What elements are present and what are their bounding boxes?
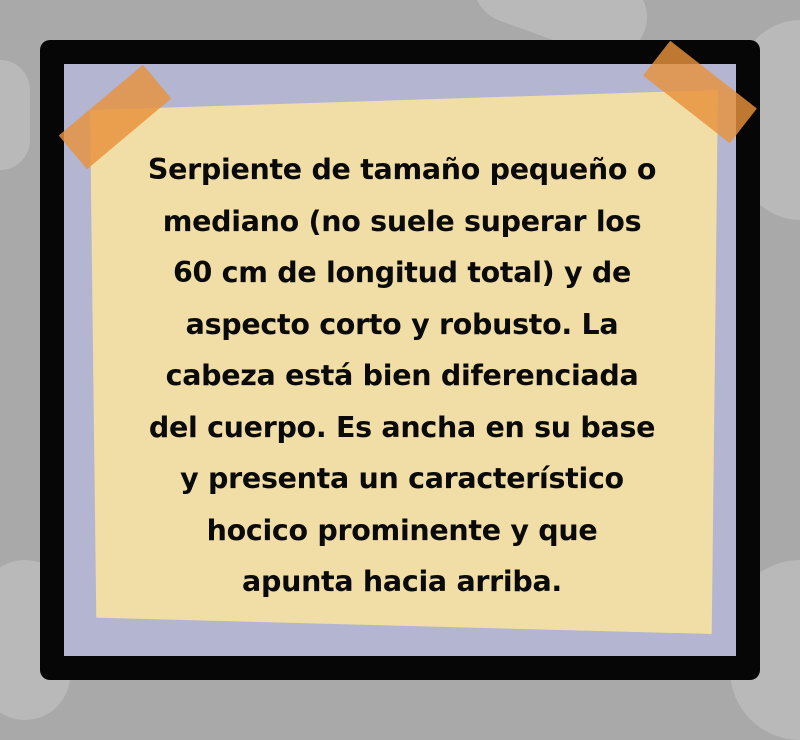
note-line: hocico prominente y que [206, 513, 598, 547]
note-line: mediano (no suele superar los [162, 204, 642, 238]
background-shape [0, 60, 30, 170]
note-line: cabeza está bien diferenciada [165, 359, 639, 392]
note-text [96, 144, 708, 608]
note-line: 60 cm de longitud total) y de [172, 256, 632, 289]
note-line: del cuerpo. Es ancha en su base [148, 410, 656, 444]
note-line: aspecto corto y robusto. La [185, 307, 619, 341]
note-line: y presenta un característico [180, 462, 624, 495]
note-line: apunta hacia arriba. [242, 565, 562, 598]
note-line: Serpiente de tamaño pequeño o [147, 153, 657, 186]
